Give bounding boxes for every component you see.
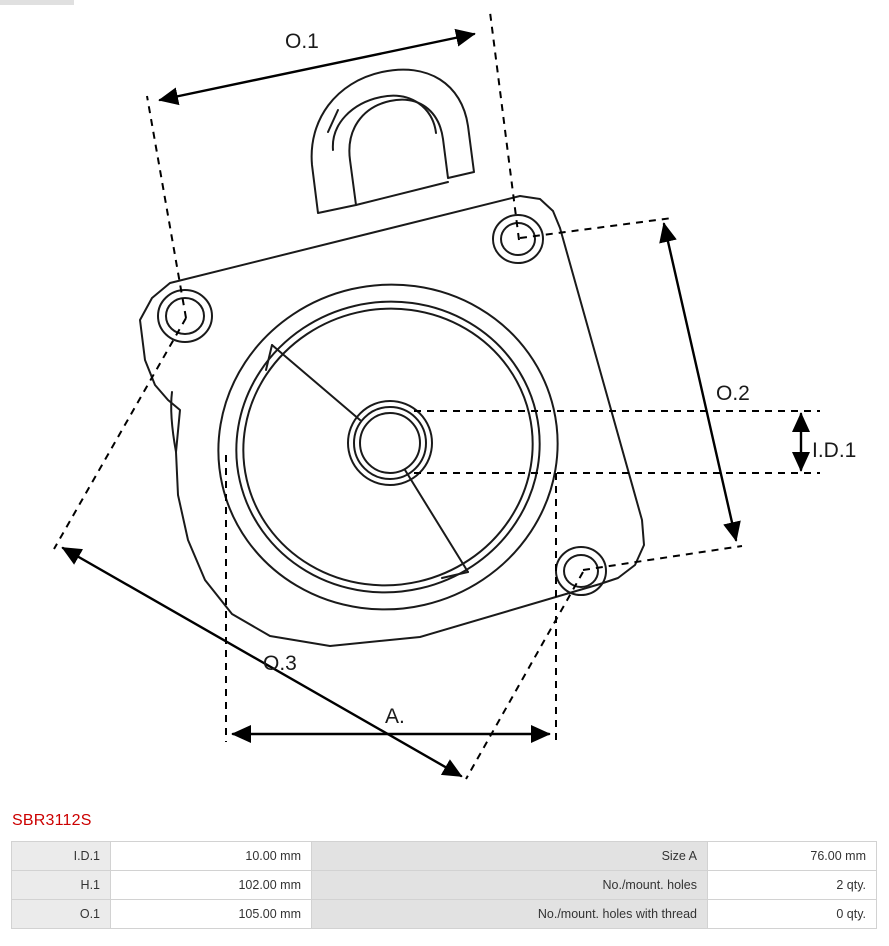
table-row [12, 900, 877, 929]
spec-key-left: H.1 [12, 871, 111, 900]
table-row [12, 871, 877, 900]
spec-key-left: O.1 [12, 900, 111, 929]
dimension-label-o3: O.3 [263, 652, 297, 675]
dimension-label-id1: I.D.1 [812, 439, 857, 462]
spec-key-right: Size A [312, 842, 708, 871]
mounting-hole-lower-right [556, 547, 606, 595]
spec-key-right: No./mount. holes [312, 871, 708, 900]
dimension-label-o1: O.1 [285, 30, 319, 53]
lifting-eye [312, 70, 474, 213]
specification-table [11, 841, 877, 929]
spec-value-right: 76.00 mm [708, 842, 877, 871]
dimension-extension-lines [54, 12, 820, 779]
dimension-label-o2: O.2 [716, 382, 750, 405]
spec-value-right: 2 qty. [708, 871, 877, 900]
part-number: SBR3112S [12, 812, 92, 829]
spec-key-left: I.D.1 [12, 842, 111, 871]
spec-value-left: 102.00 mm [111, 871, 312, 900]
spec-key-right: No./mount. holes with thread [312, 900, 708, 929]
housing-outline [140, 196, 644, 646]
spec-value-left: 105.00 mm [111, 900, 312, 929]
table-row [12, 842, 877, 871]
dimension-label-a: A. [385, 705, 405, 728]
spec-value-left: 10.00 mm [111, 842, 312, 871]
center-bore-circles [186, 251, 590, 643]
spec-value-right: 0 qty. [708, 900, 877, 929]
